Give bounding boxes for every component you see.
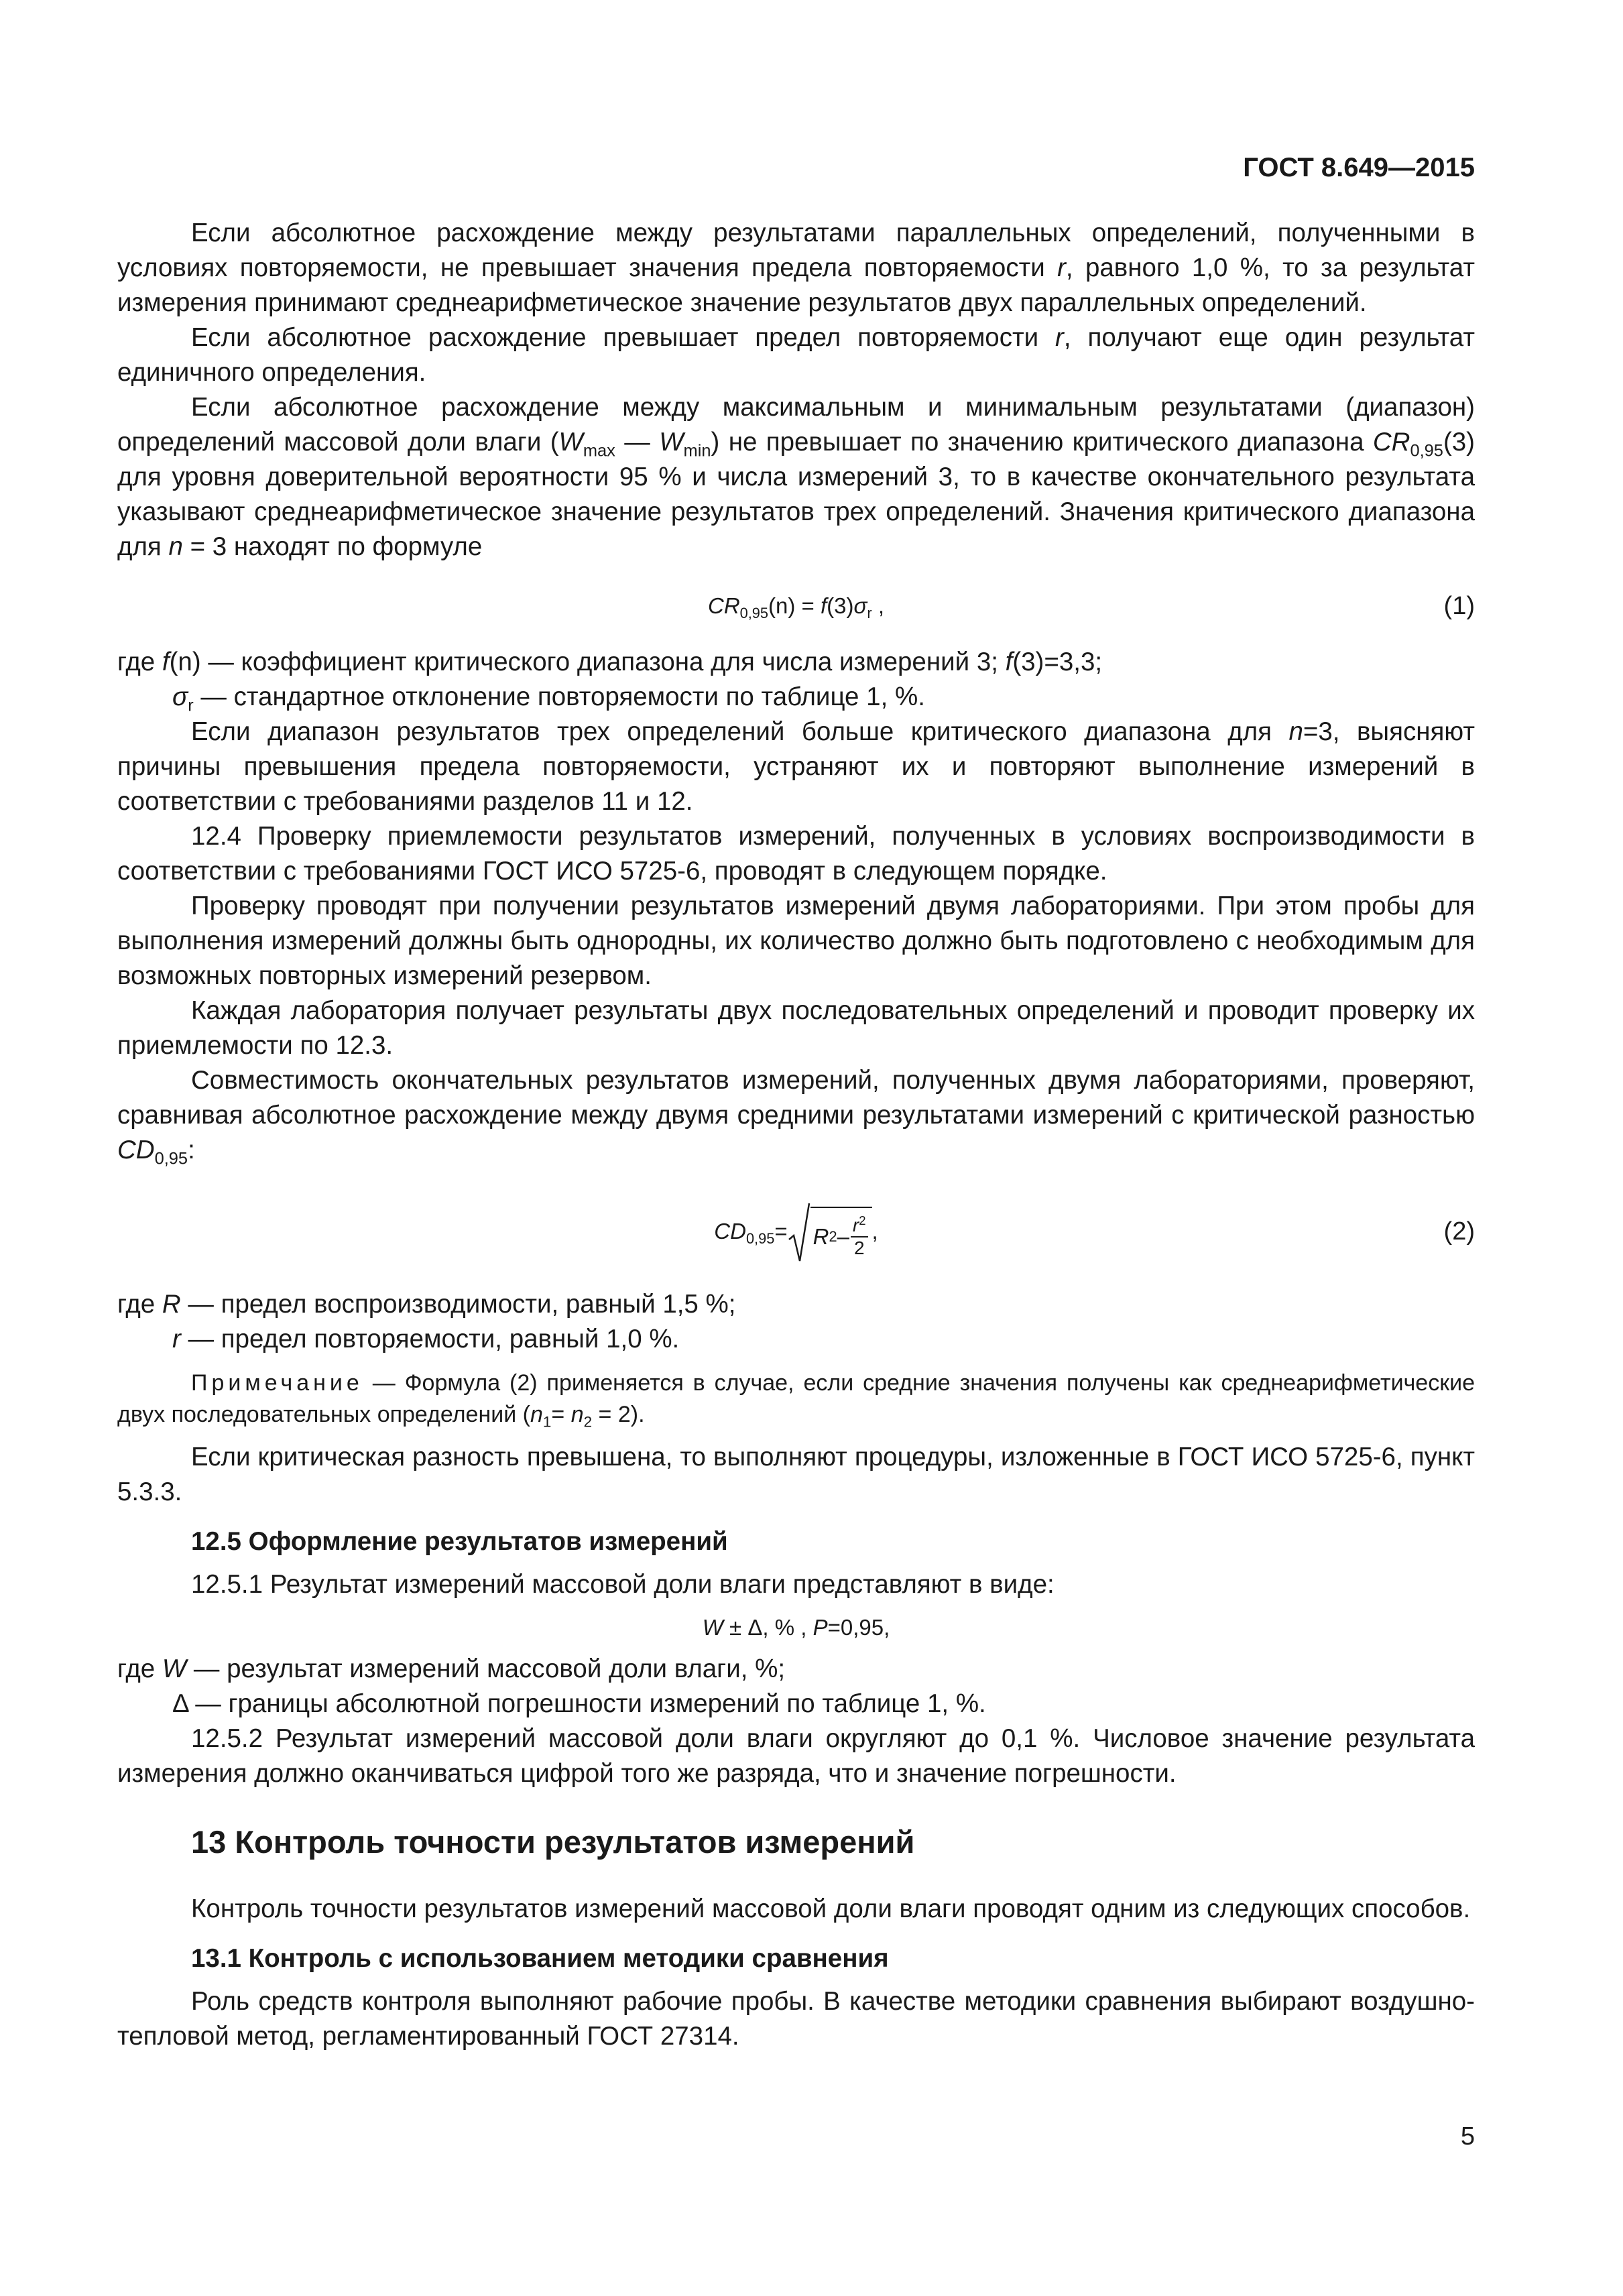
text: :	[188, 1136, 195, 1164]
subscript: 0,95	[739, 605, 769, 622]
variable: CR	[1372, 428, 1410, 457]
variable: r	[852, 1215, 859, 1236]
variable: R	[813, 1224, 829, 1250]
paragraph	[117, 1652, 1475, 1687]
variable: r	[1057, 253, 1066, 282]
document-header: ГОСТ 8.649—2015	[1243, 153, 1475, 182]
fraction	[851, 1215, 868, 1259]
text: =3, выясняют причины превышения предела повторяемости, устраняют их и повторяют выполнение измерений в соответствии с требованиями разделов 11 и 12.	[117, 717, 1475, 816]
subscript: 0,95	[745, 1230, 775, 1248]
subscript: min	[683, 441, 711, 461]
text: ,	[871, 593, 884, 618]
subscript: 2	[583, 1413, 593, 1431]
paragraph	[117, 1322, 1475, 1357]
paragraph	[117, 1063, 1475, 1168]
variable: f	[1005, 648, 1013, 676]
text: Если абсолютное расхождение между результатами параллельных определений, полученными в условиях повторяемости, не превышает значения предела повторяемости	[117, 219, 1475, 282]
text: — результат измерений массовой доли влаги, %;	[186, 1654, 786, 1683]
text: ,	[871, 1219, 878, 1244]
text: — стандартное отклонение повторяемости по таблице 1, %.	[193, 682, 925, 711]
text: Совместимость окончательных результатов измерений, полученных двумя лабораториями, проверяют, сравнивая абсолютное расхождение между двумя средними результатами измерений с критической разностью	[117, 1066, 1475, 1130]
square-root	[788, 1201, 872, 1265]
variable: Δ	[172, 1689, 188, 1718]
variable: n	[168, 532, 183, 561]
text: =	[774, 1219, 788, 1244]
subscript: 1	[542, 1413, 552, 1431]
paragraph: 12.4 Проверку приемлемости результатов измерений, полученных в условиях воспроизводимости в соответствии с требованиями ГОСТ ИСО 5725-6, проводят в следующем порядке.	[117, 822, 1475, 886]
text: (3)=3,3;	[1012, 648, 1103, 676]
section-title: 13 Контроль точности результатов измерений	[191, 1824, 915, 1860]
text: — границы абсолютной погрешности измерений по таблице 1, %.	[188, 1689, 986, 1718]
paragraph: Контроль точности результатов измерений массовой доли влаги проводят одним из следующих способов.	[191, 1894, 1471, 1923]
paragraph	[117, 1687, 1475, 1721]
text: ) не превышает по значению критического диапазона	[711, 428, 1373, 457]
subscript: 0,95	[1410, 441, 1443, 461]
paragraph: Если критическая разность превышена, то выполняют процедуры, изложенные в ГОСТ ИСО 5725-6, пункт 5.3.3.	[117, 1443, 1475, 1506]
paragraph	[117, 645, 1475, 680]
paragraph	[117, 715, 1475, 819]
variable: σ	[853, 593, 867, 618]
subscript: r	[867, 605, 872, 622]
text: (3) для уровня доверительной вероятности 95 % и числа измерений 3, то в качестве окончательного результата указывают среднеарифметическое значение результатов трех определений. Значения критического диапазона для	[117, 428, 1475, 561]
text: — предел повторяемости, равный 1,0 %.	[180, 1325, 680, 1353]
text: (n) =	[768, 593, 821, 618]
variable: CD	[117, 1136, 155, 1164]
text: — предел воспроизводимости, равный 1,5 %;	[180, 1290, 736, 1319]
text: — Формула (2) применяется в случае, если средние значения получены как среднеарифметические двух последовательных определений (	[117, 1370, 1475, 1427]
paragraph: Роль средств контроля выполняют рабочие пробы. В качестве методики сравнения выбирают воздушно-тепловой метод, регламентированный ГОСТ 27314.	[117, 1987, 1475, 2051]
section-heading: 12.5 Оформление результатов измерений	[191, 1527, 728, 1556]
note	[117, 1368, 1475, 1431]
paragraph	[117, 216, 1475, 320]
text: = 2).	[592, 1402, 645, 1427]
text: где	[117, 1290, 162, 1319]
variable: n	[1288, 717, 1303, 746]
text: —	[615, 428, 660, 457]
variable: r	[172, 1325, 181, 1353]
superscript: 2	[859, 1213, 866, 1228]
text: — коэффициент критического диапазона для числа измерений 3;	[200, 648, 1006, 676]
text: Если абсолютное расхождение между максимальным и минимальным результатами (диапазон) определений массовой доли влаги (	[117, 393, 1475, 457]
text: = 3 находят по формуле	[182, 532, 483, 561]
paragraph	[117, 680, 1475, 715]
variable: σ	[172, 682, 188, 711]
formula-3	[117, 1610, 1475, 1645]
variable: W	[702, 1615, 723, 1640]
subscript: max	[583, 441, 615, 461]
fraction-denominator: 2	[853, 1237, 865, 1259]
paragraph: 12.5.2 Результат измерений массовой доли влаги округляют до 0,1 %. Числовое значение результата измерения должно оканчиваться цифрой того же разряда, что и значение погрешности.	[117, 1724, 1475, 1788]
text: , получают еще один результат единичного определения.	[117, 323, 1475, 387]
subscript: 0,95	[154, 1149, 188, 1168]
text: Если абсолютное расхождение превышает предел повторяемости	[191, 323, 1056, 352]
text: (3)	[827, 593, 854, 618]
formula-1	[117, 587, 1475, 625]
text: ± Δ, % ,	[723, 1615, 813, 1640]
text: =	[551, 1402, 571, 1427]
paragraph: 12.5.1 Результат измерений массовой доли влаги представляют в виде:	[191, 1570, 1055, 1599]
section-heading: 13.1 Контроль с использованием методики сравнения	[191, 1944, 889, 1973]
paragraph	[117, 390, 1475, 564]
variable: R	[162, 1290, 181, 1319]
text: –	[837, 1224, 849, 1250]
formula-2	[117, 1188, 1475, 1275]
paragraph: Проверку проводят при получении результатов измерений двумя лабораториями. При этом пробы для выполнения измерений должны быть однородны, их количество должно быть подготовлено с необходимым для возможных повторных измерений резервом.	[117, 892, 1475, 990]
variable: f	[820, 593, 827, 618]
text: , равного 1,0 %, то за результат измерения принимают среднеарифметическое значение результатов двух параллельных определений.	[117, 253, 1476, 317]
radicand: R 2 – $\frac{r^2}{2}$	[810, 1207, 872, 1259]
paragraph	[117, 320, 1475, 390]
formula-expression	[714, 1213, 878, 1259]
variable: f	[162, 648, 170, 676]
variable: W	[162, 1654, 187, 1683]
paragraph	[117, 1287, 1475, 1322]
text: где	[117, 648, 162, 676]
text: Если диапазон результатов трех определений больше критического диапазона для	[191, 717, 1289, 746]
variable: n	[530, 1402, 543, 1427]
subscript: r	[188, 696, 194, 715]
text: (n)	[169, 648, 201, 676]
paragraph: Каждая лаборатория получает результаты двух последовательных определений и проводит проверку их приемлемости по 12.3.	[117, 996, 1475, 1060]
fraction-numerator	[851, 1215, 868, 1237]
note-label: Примечание	[191, 1370, 363, 1396]
variable: P	[813, 1615, 828, 1640]
variable: CR	[707, 593, 740, 618]
variable: W	[659, 428, 684, 457]
document-body	[117, 216, 1475, 2054]
variable: CD	[714, 1219, 746, 1244]
radical-sign	[788, 1201, 810, 1265]
variable: n	[570, 1402, 584, 1427]
variable: r	[1055, 323, 1064, 352]
page-number: 5	[1460, 2122, 1475, 2151]
formula-expression	[707, 593, 884, 622]
text: где	[117, 1654, 162, 1683]
variable: W	[558, 428, 583, 457]
formula-number: (2)	[1443, 1217, 1475, 1246]
formula-number: (1)	[1443, 592, 1475, 620]
text: =0,95,	[827, 1615, 890, 1640]
